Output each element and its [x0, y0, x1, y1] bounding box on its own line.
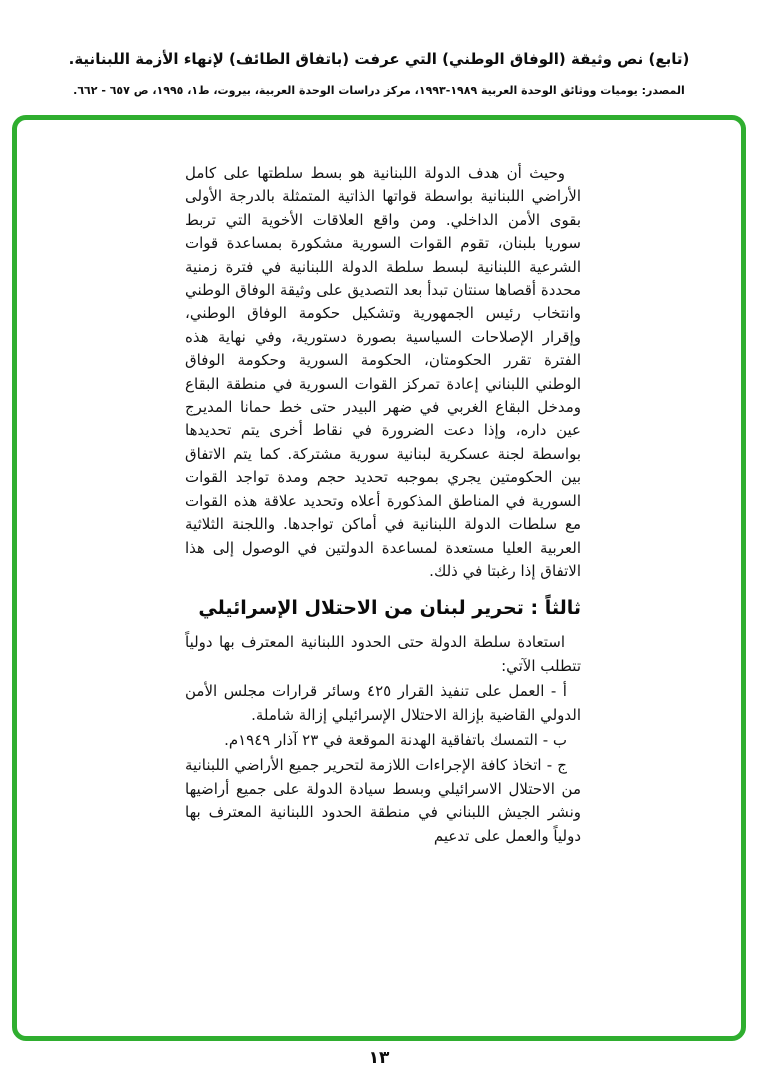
content-frame: [12, 115, 746, 1041]
page-number: ١٣: [368, 1048, 390, 1068]
source-line: المصدر: يوميات ووثائق الوحدة العربية ١٩٨٩-١٩٩٣، مركز دراسات الوحدة العربية، بيروت، ط١، ١٩٩٥، ص ٦٥٧ - ٦٦٢.: [73, 84, 685, 97]
page-footer: [0, 1048, 758, 1068]
list-item-a: أ - العمل على تنفيذ القرار ٤٢٥ وسائر قرارات مجلس الأمن الدولي القاضية بإزالة الاحتلال الإسرائيلي إزالة شاملة.: [185, 682, 581, 724]
section-heading: ثالثاً : تحرير لبنان من الاحتلال الإسرائيلي: [198, 597, 581, 620]
page-header: [0, 48, 758, 99]
header-title: (تابع) نص وثيقة (الوفاق الوطني) التي عرفت (باتفاق الطائف) لإنهاء الأزمة اللبنانية.: [68, 50, 690, 68]
list-item-b: ب - التمسك باتفاقية الهدنة الموقعة في ٢٣ آذار ١٩٤٩م.: [224, 730, 567, 749]
paragraph-main: وحيث أن هدف الدولة اللبنانية هو بسط سلطتها على كامل الأراضي اللبنانية بواسطة قواتها الذاتية المتمثلة بالدرجة الأولى بقوى الأمن الداخلي. ومن واقع العلاقات الأخوية التي تربط سوريا بلبنان، تقوم القوات السورية مشكورة بمساعدة قوات الشرعية اللبنانية لبسط سلطة الدولة اللبنانية في فترة زمنية محددة أقصاها سنتان تبدأ بعد التصديق على وثيقة الوفاق الوطني وانتخاب رئيس الجمهورية وتشكيل حكومة الوفاق الوطني، وإقرار الإصلاحات السياسية بصورة دستورية، وفي نهاية هذه الفترة تقرر الحكومتان، الحكومة السورية وحكومة الوفاق الوطني اللبناني إعادة تمركز القوات السورية في منطقة البقاع ومدخل البقاع الغربي في ضهر البيدر حتى خط حمانا المديرج عين داره، وإذا دعت الضرورة في نقاط أخرى يتم تحديدها بواسطة لجنة عسكرية لبنانية سورية مشتركة. كما يتم الاتفاق بين الحكومتين يجري بموجبه تحديد حجم ومدة تواجد القوات السورية في المناطق المذكورة أعلاه وتحديد علاقة هذه القوات مع سلطات الدولة اللبنانية في أماكن تواجدها. واللجنة الثلاثية العربية العليا مستعدة لمساعدة الدولتين في الوصول إلى هذا الاتفاق إذا رغبتا في ذلك.: [185, 164, 581, 580]
paragraph-intro: استعادة سلطة الدولة حتى الحدود اللبنانية المعترف بها دولياً تتطلب الآتي:: [185, 633, 581, 675]
list-item-c: ج - اتخاذ كافة الإجراءات اللازمة لتحرير جميع الأراضي اللبنانية من الاحتلال الاسرائيلي وبسط سيادة الدولة على جميع أراضيها ونشر الجيش اللبناني في منطقة الحدود اللبنانية المعترف بها دولياً والعمل على تدعيم: [185, 756, 581, 845]
text-column: [185, 162, 581, 848]
